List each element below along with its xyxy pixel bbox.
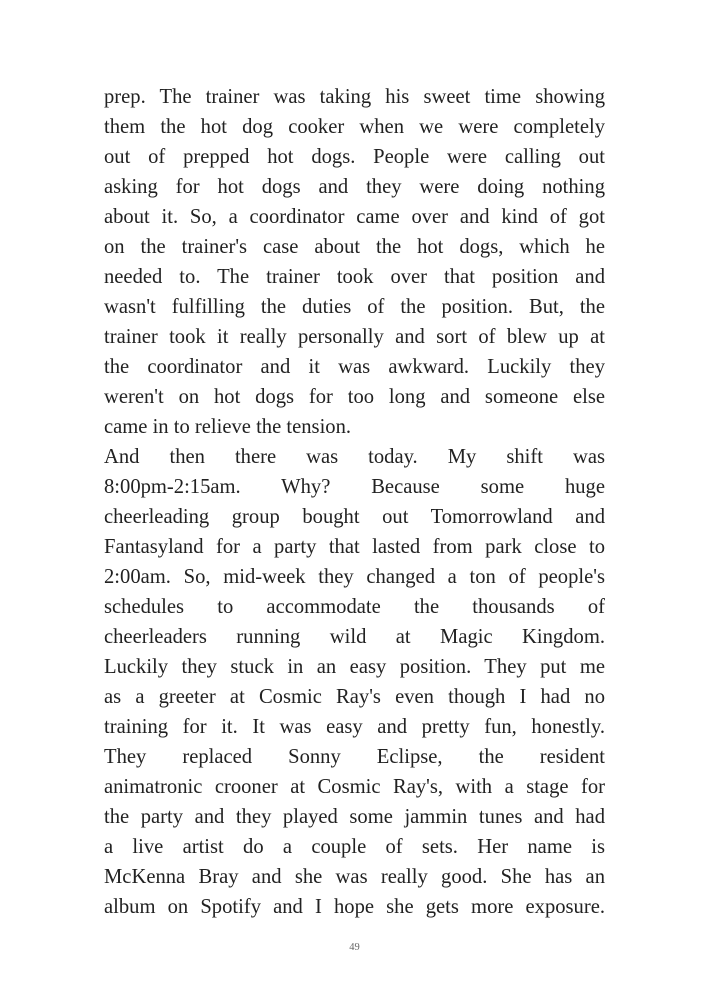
text-line: 2:00am. So, mid-week they changed a ton of people's — [104, 566, 605, 588]
text-line: the coordinator and it was awkward. Luckily they — [104, 356, 605, 378]
text-line: Fantasyland for a party that lasted from park close to — [104, 536, 605, 558]
text-line: on the trainer's case about the hot dogs, which he — [104, 236, 605, 258]
text-line: cheerleading group bought out Tomorrowland and — [104, 506, 605, 528]
text-line: schedules to accommodate the thousands of — [104, 596, 605, 618]
text-line: McKenna Bray and she was really good. She has an — [104, 866, 605, 888]
text-line: And then there was today. My shift was — [104, 446, 605, 468]
text-line: trainer took it really personally and sort of blew up at — [104, 326, 605, 348]
text-line: animatronic crooner at Cosmic Ray's, with a stage for — [104, 776, 605, 798]
body-text — [104, 82, 605, 922]
paragraph-2 — [104, 442, 605, 922]
page-number: 49 — [349, 942, 360, 953]
text-line: a live artist do a couple of sets. Her name is — [104, 836, 605, 858]
text-line: cheerleaders running wild at Magic Kingdom. — [104, 626, 605, 648]
text-line: needed to. The trainer took over that position and — [104, 266, 605, 288]
text-line: prep. The trainer was taking his sweet time showing — [104, 86, 605, 108]
text-line: album on Spotify and I hope she gets more exposure. — [104, 896, 605, 918]
text-line: out of prepped hot dogs. People were calling out — [104, 146, 605, 168]
paragraph-1 — [104, 82, 605, 442]
text-line: the party and they played some jammin tunes and had — [104, 806, 605, 828]
text-line: weren't on hot dogs for too long and someone else — [104, 386, 605, 408]
text-line: wasn't fulfilling the duties of the position. But, the — [104, 296, 605, 318]
text-line: 8:00pm-2:15am. Why? Because some huge — [104, 476, 605, 498]
text-line: training for it. It was easy and pretty fun, honestly. — [104, 716, 605, 738]
text-line: came in to relieve the tension. — [104, 416, 352, 438]
text-line: asking for hot dogs and they were doing nothing — [104, 176, 605, 198]
text-line: They replaced Sonny Eclipse, the resident — [104, 746, 605, 768]
text-line: about it. So, a coordinator came over and kind of got — [104, 206, 605, 228]
text-line: them the hot dog cooker when we were completely — [104, 116, 605, 138]
text-line: Luckily they stuck in an easy position. They put me — [104, 656, 605, 678]
text-line: as a greeter at Cosmic Ray's even though I had no — [104, 686, 605, 708]
